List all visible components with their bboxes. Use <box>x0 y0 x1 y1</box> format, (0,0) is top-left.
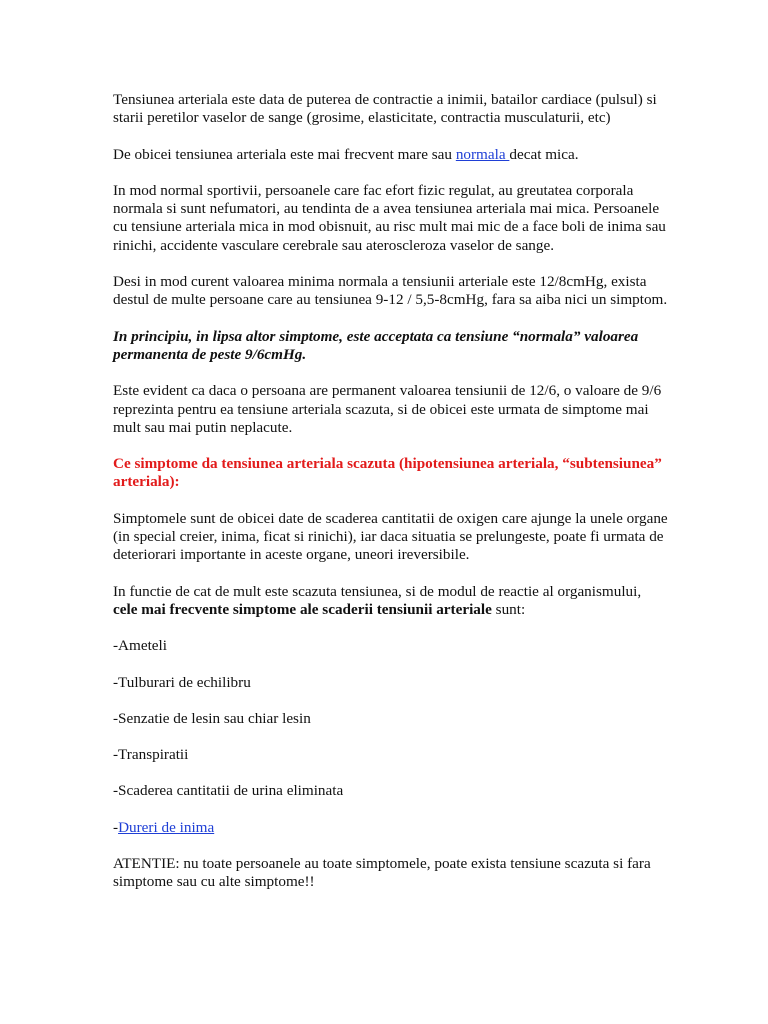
symptom-item-link <box>113 819 668 837</box>
paragraph-athletes: In mod normal sportivii, persoanele care fac efort fizic regulat, au greutatea corporala normala si sunt nefumatori, au tendinta de a avea tensiunea arteriala mai mica. Persoanele cu tensiune arteriala mica in mod obisnuit, au risc mult mai mic de a face boli de inima sau rinichi, accidente vasculare cerebrale sau ateroscleroza vaselor de sange. <box>113 181 666 254</box>
paragraph-frequency <box>113 146 668 164</box>
paragraph-frequent-after: sunt: <box>491 600 526 618</box>
paragraph-frequent-symptoms <box>113 583 668 620</box>
paragraph-frequency-before: De obicei tensiunea arteriala este mai frecvent mare sau <box>113 145 456 163</box>
paragraph-definition: Tensiunea arteriala este data de puterea de contractie a inimii, batailor cardiace (pulsul) si starii peretilor vaselor de sange (grosime, elasticitate, contractia musculaturii, etc) <box>113 91 657 127</box>
symptom-item: -Transpiratii <box>113 746 189 764</box>
paragraph-minimum-value: Desi in mod curent valoarea minima normala a tensiunii arteriale este 12/8cmHg, exista destul de multe persoane care au tensiunea 9-12 / 5,5-8cmHg, fara sa aiba nici un simptom. <box>113 273 668 309</box>
paragraph-oxygen: Simptomele sunt de obicei date de scaderea cantitatii de oxigen care ajunge la unele organe (in special creier, inima, ficat si rinichi), iar daca situatia se prelungeste, poate fi urmata de deteriorari importante in aceste organe, uneori ireversibile. <box>113 509 668 564</box>
symptom-item: -Tulburari de echilibru <box>113 673 251 691</box>
paragraph-frequent-before: In functie de cat de mult este scazuta tensiunea, si de modul de reactie al organismului, <box>113 582 642 600</box>
symptom-item: -Senzatie de lesin sau chiar lesin <box>113 709 311 727</box>
paragraph-normal-threshold: In principiu, in lipsa altor simptome, este acceptata ca tensiune “normala” valoarea permanenta de peste 9/6cmHg. <box>113 327 639 363</box>
symptom-dash: - <box>113 818 119 836</box>
paragraph-warning: ATENTIE: nu toate persoanele au toate simptomele, poate exista tensiune scazuta si fara simptome sau cu alte simptome!! <box>113 855 651 891</box>
paragraph-frequent-bold: cele mai frecvente simptome ale scaderii tensiunii arteriale <box>113 600 492 618</box>
section-heading-symptoms: Ce simptome da tensiunea arteriala scazuta (hipotensiunea arteriala, “subtensiunea” arteriala): <box>113 455 662 491</box>
symptom-item: -Ameteli <box>113 637 167 655</box>
symptom-item: -Scaderea cantitatii de urina eliminata <box>113 782 344 800</box>
paragraph-frequency-after: decat mica. <box>509 145 579 163</box>
paragraph-relative-low: Este evident ca daca o persoana are permanent valoarea tensiunii de 12/6, o valoare de 9/6 reprezinta pentru ea tensiune arteriala scazuta, si de obicei este urmata de simptome mai mult sau mai putin neplacute. <box>113 382 662 436</box>
link-dureri-de-inima[interactable]: Dureri de inima <box>118 818 215 836</box>
link-normala[interactable]: normala <box>455 145 510 163</box>
